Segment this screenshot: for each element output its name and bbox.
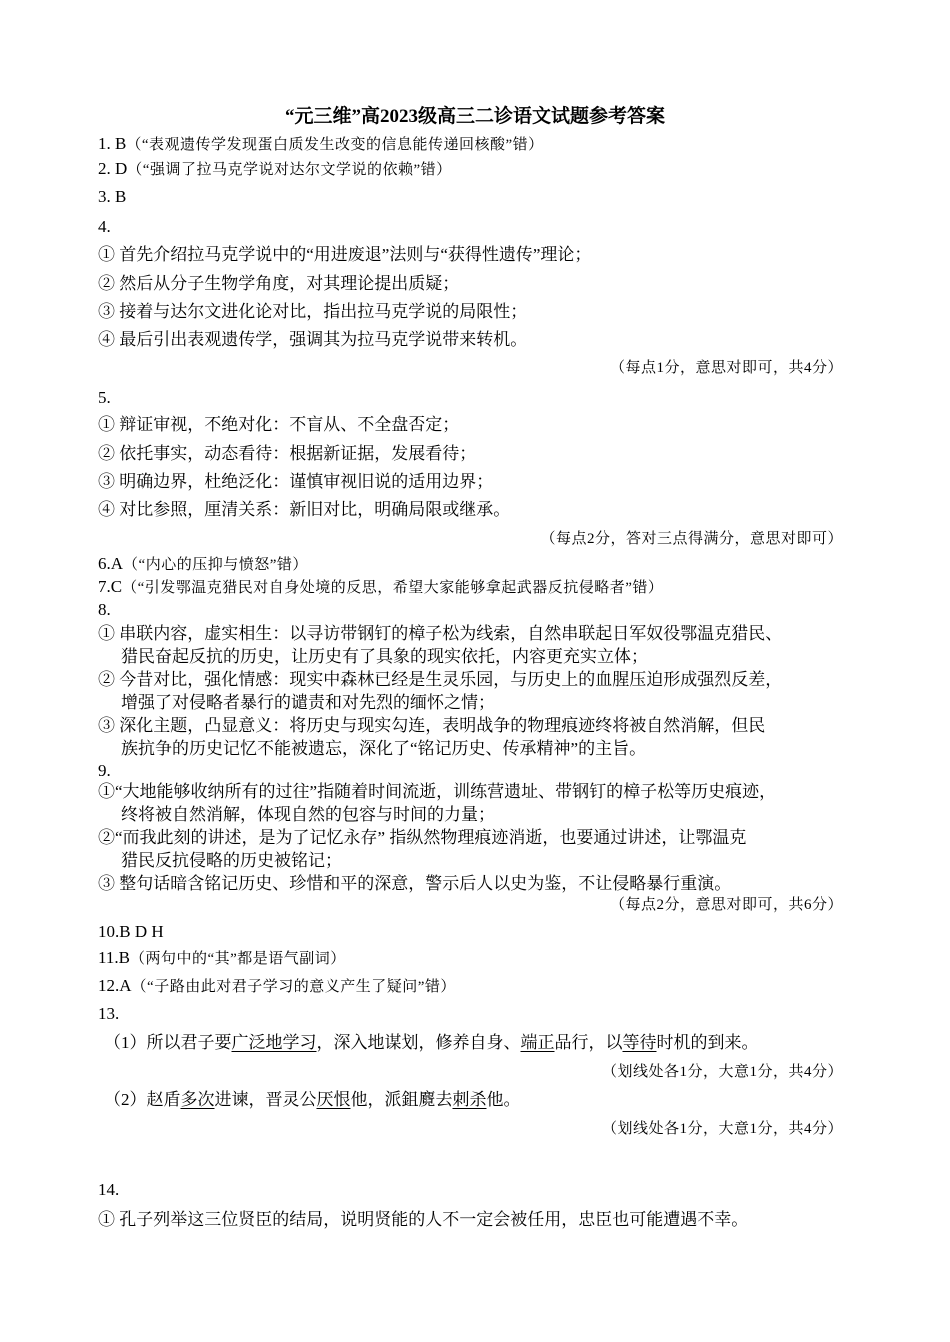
answer-q8-point-continued: 族抗争的历史记忆不能被遗忘，深化了“铭记历史、传承精神”的主旨。 bbox=[121, 739, 647, 758]
answer-q6 bbox=[98, 552, 308, 577]
document-title: “元三维”高2023级高三二诊语文试题参考答案 bbox=[284, 106, 665, 127]
answer-q1-note: （“表观遗传学发现蛋白质发生改变的信息能传递回核酸”错） bbox=[126, 137, 544, 153]
answer-q2-number: 2. D bbox=[98, 159, 128, 178]
answer-q4-point: ① 首先介绍拉马克学说中的“用进废退”法则与“获得性遗传”理论； bbox=[98, 245, 592, 264]
answer-q1-number: 1. B bbox=[98, 134, 127, 153]
answer-q8-point: ① 串联内容，虚实相生：以寻访带钢钉的樟子松为线索，自然串联起日军奴役鄂温克猎民、 bbox=[98, 624, 783, 643]
answer-q4-point: ② 然后从分子生物学角度，对其理论提出质疑； bbox=[98, 274, 460, 293]
answer-q13-number: 13. bbox=[98, 1004, 120, 1023]
answer-q9-number: 9. bbox=[98, 761, 111, 780]
answer-q12-number: 12.A bbox=[98, 976, 132, 995]
answer-q12-note: （“子路由此对君子学习的意义产生了疑问”错） bbox=[131, 979, 456, 995]
translation-text: （1）所以君子要 bbox=[104, 1033, 232, 1052]
translation-text: （2）赵盾 bbox=[104, 1090, 181, 1109]
answer-q5-point: ① 辩证审视，不绝对化：不盲从、不全盘否定； bbox=[98, 415, 460, 434]
answer-q5-point: ③ 明确边界，杜绝泛化：谨慎审视旧说的适用边界； bbox=[98, 472, 494, 491]
answer-q5-point: ④ 对比参照，厘清关系：新旧对比，明确局限或继承。 bbox=[98, 500, 511, 519]
translation-text: 他。 bbox=[486, 1090, 521, 1109]
answer-q11 bbox=[98, 946, 346, 971]
answer-q1 bbox=[98, 132, 544, 157]
translation-text: ，深入地谋划，修养自身、 bbox=[316, 1033, 521, 1052]
translation-text: 进谏，晋灵公 bbox=[214, 1090, 317, 1109]
translation-text: 他，派鉏麑去 bbox=[350, 1090, 453, 1109]
answer-q9-point: ③ 整句话暗含铭记历史、珍惜和平的深意，警示后人以史为鉴，不让侵略暴行重演。 bbox=[98, 874, 732, 893]
translation-text: 时机的到来。 bbox=[656, 1033, 759, 1052]
answer-q2 bbox=[98, 157, 452, 182]
answer-q8-number: 8. bbox=[98, 600, 111, 619]
underlined-key-phrase: 端正 bbox=[520, 1033, 555, 1052]
answer-q13-sentence-2 bbox=[104, 1088, 521, 1112]
answer-q7 bbox=[98, 575, 663, 600]
underlined-key-phrase: 厌恨 bbox=[316, 1090, 351, 1109]
answer-q9-point-continued: 终将被自然消解，体现自然的包容与时间的力量； bbox=[121, 805, 495, 824]
answer-q7-note: （“引发鄂温克猎民对自身处境的反思，希望大家能够拿起武器反抗侵略者”错） bbox=[122, 580, 664, 596]
answer-q8-point: ② 今昔对比，强化情感：现实中森林已经是生灵乐园，与历史上的血腥压迫形成强烈反差， bbox=[98, 670, 783, 689]
answer-q7-number: 7.C bbox=[98, 577, 123, 596]
underlined-key-phrase: 广泛地学习 bbox=[231, 1033, 317, 1052]
answer-q9-point: ②“而我此刻的讲述，是为了记忆永存” 指纵然物理痕迹消逝，也要通过讲述，让鄂温克 bbox=[98, 828, 747, 847]
answer-q13-sentence-1 bbox=[104, 1031, 759, 1055]
translation-text: 品行，以 bbox=[554, 1033, 623, 1052]
answer-q11-note: （两句中的“其”都是语气副词） bbox=[129, 951, 346, 967]
answer-q9-point-continued: 猎民反抗侵略的历史被铭记； bbox=[121, 851, 342, 870]
answer-q9-score: （每点2分，意思对即可，共6分） bbox=[609, 897, 843, 913]
answer-q14-number: 14. bbox=[98, 1180, 120, 1199]
underlined-key-phrase: 多次 bbox=[180, 1090, 215, 1109]
answer-q12 bbox=[98, 974, 456, 999]
underlined-key-phrase: 等待 bbox=[622, 1033, 657, 1052]
answer-q2-note: （“强调了拉马克学说对达尔文学说的依赖”错） bbox=[127, 162, 452, 178]
answer-q11-number: 11.B bbox=[98, 948, 130, 967]
answer-q4-number: 4. bbox=[98, 217, 111, 236]
underlined-key-phrase: 刺杀 bbox=[452, 1090, 487, 1109]
answer-q8-point: ③ 深化主题，凸显意义：将历史与现实勾连，表明战争的物理痕迹终将被自然消解，但民 bbox=[98, 716, 766, 735]
answer-q4-point: ③ 接着与达尔文进化论对比，指出拉马克学说的局限性； bbox=[98, 302, 528, 321]
answer-q6-number: 6.A bbox=[98, 554, 124, 573]
answer-q10: 10.B D H bbox=[98, 922, 164, 941]
answer-q14-point: ① 孔子列举这三位贤臣的结局，说明贤能的人不一定会被任用，忠臣也可能遭遇不幸。 bbox=[98, 1210, 749, 1229]
answer-q9-point: ①“大地能够收纳所有的过往”指随着时间流逝，训练营遗址、带钢钉的樟子松等历史痕迹， bbox=[98, 782, 777, 801]
answer-q8-point-continued: 增强了对侵略者暴行的谴责和对先烈的缅怀之情； bbox=[121, 693, 495, 712]
answer-q5-score: （每点2分，答对三点得满分，意思对即可） bbox=[540, 531, 843, 547]
answer-q4-point: ④ 最后引出表观遗传学，强调其为拉马克学说带来转机。 bbox=[98, 330, 528, 349]
answer-q13-score-1: （划线处各1分，大意1分，共4分） bbox=[601, 1064, 843, 1080]
answer-q5-number: 5. bbox=[98, 388, 111, 407]
answer-q5-point: ② 依托事实，动态看待：根据新证据，发展看待； bbox=[98, 444, 477, 463]
answer-q13-score-2: （划线处各1分，大意1分，共4分） bbox=[601, 1121, 843, 1137]
answer-q3: 3. B bbox=[98, 187, 127, 206]
answer-q4-score: （每点1分，意思对即可，共4分） bbox=[609, 360, 843, 376]
answer-q6-note: （“内心的压抑与愤怒”错） bbox=[123, 557, 308, 573]
answer-q8-point-continued: 猎民奋起反抗的历史，让历史有了具象的现实依托，内容更充实立体； bbox=[121, 647, 648, 666]
